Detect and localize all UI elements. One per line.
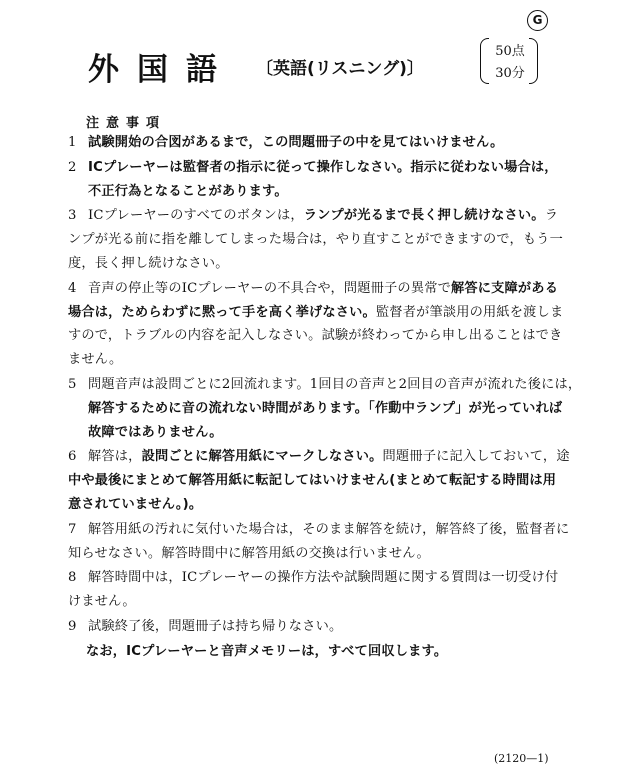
left-bracket xyxy=(480,38,489,84)
version-badge: G xyxy=(527,10,548,31)
exam-subtitle: 〔英語(リスニング)〕 xyxy=(256,59,424,79)
note-text: ラ xyxy=(544,208,559,224)
note-item-6 xyxy=(68,445,570,516)
note-line: すので，トラブルの内容を記入しなさい。試験が終わってから申し出ることはでき xyxy=(68,328,563,344)
note-number: 6 xyxy=(68,449,77,465)
note-line xyxy=(88,131,550,155)
emphasis-text: 解答に支障がある xyxy=(450,280,559,296)
note-line xyxy=(88,156,558,180)
note-number: 4 xyxy=(68,280,77,296)
note-line xyxy=(68,493,550,517)
note-number: 9 xyxy=(68,618,77,634)
note-line xyxy=(68,301,564,325)
page-code: (2120—1) xyxy=(494,752,549,765)
exam-meta xyxy=(480,36,538,88)
note-text: 問題冊子に記入しておいて，途 xyxy=(382,449,570,465)
note-item-3 xyxy=(68,204,564,275)
note-number: 7 xyxy=(68,521,77,537)
note-line: 試験終了後，問題冊子は持ち帰りなさい。 xyxy=(88,618,343,634)
emphasis-text: ランプが光るまで長く押し続けなさい。 xyxy=(303,208,545,224)
points-value: 50点 xyxy=(495,44,525,59)
note-item-1 xyxy=(68,131,550,155)
note-line xyxy=(88,421,550,445)
emphasis-text: 不正行為となることがあります。 xyxy=(88,183,288,199)
note-line xyxy=(88,204,559,228)
note-line: 解答時間中は，ICプレーヤーの操作方法や試験問題に関する質問は一切受け付 xyxy=(88,570,559,586)
exam-title: 外国語 xyxy=(88,52,235,88)
emphasis-text: 意されていません。)。 xyxy=(68,496,203,512)
note-line: けません。 xyxy=(68,594,136,610)
note-line xyxy=(68,469,557,493)
note-text: ICプレーヤーのすべてのボタンは， xyxy=(88,208,304,224)
note-line: ンプが光る前に指を離してしまった場合は，やり直すことができますので，もう一 xyxy=(68,232,564,248)
emphasis-text: 場合は，ためらわずに黙って手を高く挙げなさい。 xyxy=(68,304,376,320)
right-bracket xyxy=(529,38,538,84)
note-number: 8 xyxy=(68,570,77,586)
note-text: 音声の停止等のICプレーヤーの不具合や，問題冊子の異常で xyxy=(88,280,451,296)
note-item-9 xyxy=(68,615,550,639)
emphasis-text: 解答するために音の流れない時間があります。「作動中ランプ」が光っていれば xyxy=(88,400,563,416)
note-line xyxy=(88,180,550,204)
emphasis-text: 設問ごとに解答用紙にマークしなさい。 xyxy=(141,449,383,465)
note-number: 2 xyxy=(68,159,77,175)
note-line: 度，長く押し続けなさい。 xyxy=(68,255,229,271)
note-line: 問題音声は設問ごとに2回流れます。1回目の音声と2回目の音声が流れた後には， xyxy=(88,376,582,392)
note-item-7 xyxy=(68,518,570,566)
emphasis-text: 故障ではありません。 xyxy=(88,424,223,440)
note-text: 解答は， xyxy=(88,449,142,465)
note-line xyxy=(88,277,559,301)
note-line: 解答用紙の汚れに気付いた場合は，そのまま解答を続け，解答終了後，監督者に xyxy=(88,521,570,537)
note-number: 5 xyxy=(68,376,77,392)
note-line xyxy=(88,397,563,421)
note-number: 3 xyxy=(68,208,77,224)
note-line: ません。 xyxy=(68,352,123,368)
time-value: 30分 xyxy=(495,66,525,81)
emphasis-text: ICプレーヤーは監督者の指示に従って操作しなさい。指示に従わない場合は， xyxy=(88,159,558,175)
notes-heading: 注意事項 xyxy=(86,116,167,131)
note-line xyxy=(88,445,570,469)
emphasis-text: 試験開始の合図があるまで，この問題冊子の中を見てはいけません。 xyxy=(88,135,504,150)
note-line: 知らせなさい。解答時間中に解答用紙の交換は行いません。 xyxy=(68,545,430,561)
emphasis-text: 中や最後にまとめて解答用紙に転記してはいけません(まとめて転記する時間は用 xyxy=(68,473,557,489)
note-item-4 xyxy=(68,277,564,372)
closing-note: なお，ICプレーヤーと音声メモリーは，すべて回収します。 xyxy=(86,643,448,659)
note-item-8 xyxy=(68,566,559,614)
note-number: 1 xyxy=(68,135,77,150)
note-text: 監督者が筆談用の用紙を渡しま xyxy=(375,304,564,320)
notes-list xyxy=(68,131,582,664)
note-item-2 xyxy=(68,156,558,204)
note-item-5 xyxy=(68,373,582,444)
